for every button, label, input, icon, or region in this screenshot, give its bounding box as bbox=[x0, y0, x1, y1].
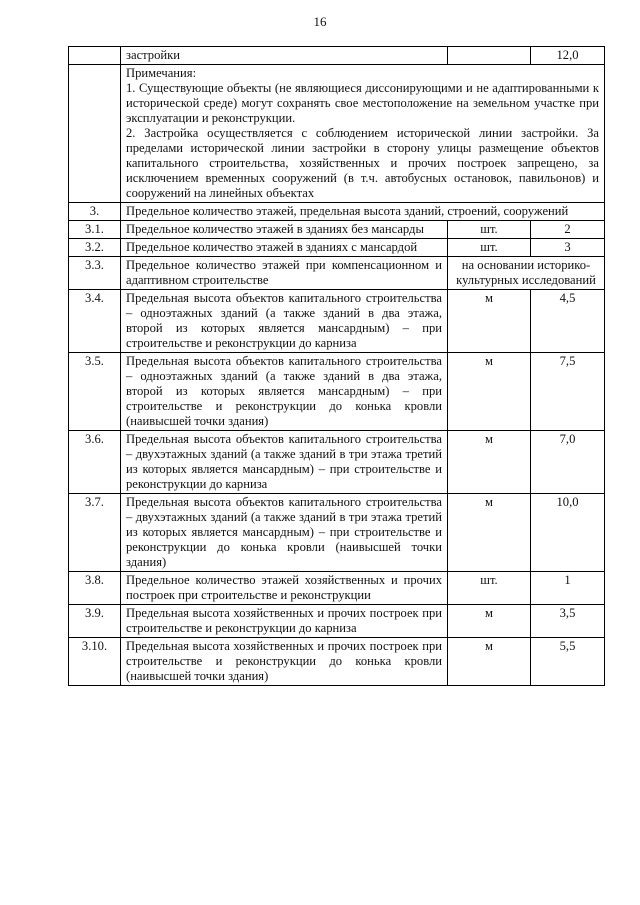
table-row bbox=[69, 638, 605, 686]
notes-cell bbox=[121, 65, 605, 203]
row-number bbox=[69, 47, 121, 65]
row-description: Предельная высота хозяйственных и прочих построек при строительстве и реконструкции до карниза bbox=[121, 605, 448, 638]
row-number: 3.8. bbox=[69, 572, 121, 605]
row-value: 7,5 bbox=[531, 353, 605, 431]
row-unit: м bbox=[448, 431, 531, 494]
table-row bbox=[69, 221, 605, 239]
note-item-1: 1. Существующие объекты (не являющиеся диссонирующими и не адаптированными к исторической среде) могут сохранять свое местоположение на земельном участке при эксплуатации и реконструкции. bbox=[126, 81, 599, 125]
row-unit: м bbox=[448, 290, 531, 353]
row-description: Предельная высота объектов капитального строительства – двухэтажных зданий (а также зданий в три этажа третий из которых является мансардным) – при строительстве и реконструкции до конька кровли (наивысшей точки здания) bbox=[121, 494, 448, 572]
row-description: Предельная высота объектов капитального строительства – двухэтажных зданий (а также зданий в три этажа третий из которых является мансардным) – при строительстве и реконструкции до карниза bbox=[121, 431, 448, 494]
row-value: 12,0 bbox=[531, 47, 605, 65]
row-description: Предельная высота объектов капитального строительства – одноэтажных зданий (а также зданий в два этажа, второй из которых является мансардным) – при строительстве и реконструкции до конька кровли (наивысшей точки здания) bbox=[121, 353, 448, 431]
row-number: 3.7. bbox=[69, 494, 121, 572]
note-item-2: 2. Застройка осуществляется с соблюдением исторической линии застройки. За пределами исторической линии застройки в сторону улицы размещение объектов капитального строительства, хозяйственных и прочих построек запрещено, за исключением временных сооружений (в т.ч. автобусных остановок, павильонов) и сооружений на линейных объектах bbox=[126, 126, 599, 200]
row-number: 3.4. bbox=[69, 290, 121, 353]
row-unit: м bbox=[448, 494, 531, 572]
row-number: 3.10. bbox=[69, 638, 121, 686]
row-unit: шт. bbox=[448, 221, 531, 239]
row-description: застройки bbox=[121, 47, 448, 65]
section-number: 3. bbox=[69, 203, 121, 221]
regulations-table bbox=[68, 46, 605, 686]
table-row bbox=[69, 257, 605, 290]
table-row bbox=[69, 605, 605, 638]
row-value: 1 bbox=[531, 572, 605, 605]
row-description: Предельная высота хозяйственных и прочих построек при строительстве и реконструкции до конька кровли (наивысшей точки здания) bbox=[121, 638, 448, 686]
row-unit: м bbox=[448, 605, 531, 638]
row-number: 3.9. bbox=[69, 605, 121, 638]
row-unit: м bbox=[448, 353, 531, 431]
notes-title: Примечания: bbox=[126, 66, 197, 80]
table-row bbox=[69, 572, 605, 605]
row-description: Предельная высота объектов капитального строительства – одноэтажных зданий (а также зданий в два этажа, второй из которых является мансардным) – при строительстве и реконструкции до карниза bbox=[121, 290, 448, 353]
notes-row bbox=[69, 65, 605, 203]
page-number: 16 bbox=[313, 14, 327, 29]
row-description: Предельное количество этажей в зданиях без мансарды bbox=[121, 221, 448, 239]
table-row bbox=[69, 353, 605, 431]
table-row bbox=[69, 431, 605, 494]
table-row bbox=[69, 239, 605, 257]
row-description: Предельное количество этажей в зданиях с мансардой bbox=[121, 239, 448, 257]
row-number bbox=[69, 65, 121, 203]
row-number: 3.5. bbox=[69, 353, 121, 431]
row-number: 3.6. bbox=[69, 431, 121, 494]
row-unit: м bbox=[448, 638, 531, 686]
row-value: 5,5 bbox=[531, 638, 605, 686]
row-value: 3 bbox=[531, 239, 605, 257]
section-title: Предельное количество этажей, предельная высота зданий, строений, сооружений bbox=[121, 203, 605, 221]
row-description: Предельное количество этажей хозяйственных и прочих построек при строительстве и реконструкции bbox=[121, 572, 448, 605]
table-row bbox=[69, 494, 605, 572]
row-value: 7,0 bbox=[531, 431, 605, 494]
row-description: Предельное количество этажей при компенсационном и адаптивном строительстве bbox=[121, 257, 448, 290]
row-number: 3.3. bbox=[69, 257, 121, 290]
row-unit bbox=[448, 47, 531, 65]
row-value: 4,5 bbox=[531, 290, 605, 353]
row-value: 3,5 bbox=[531, 605, 605, 638]
row-unit: шт. bbox=[448, 239, 531, 257]
table-row bbox=[69, 47, 605, 65]
row-unit: шт. bbox=[448, 572, 531, 605]
row-number: 3.2. bbox=[69, 239, 121, 257]
row-value: 2 bbox=[531, 221, 605, 239]
row-unit: на основании историко-культурных исследований bbox=[448, 257, 605, 290]
table-row bbox=[69, 290, 605, 353]
row-number: 3.1. bbox=[69, 221, 121, 239]
row-value: 10,0 bbox=[531, 494, 605, 572]
section-row bbox=[69, 203, 605, 221]
